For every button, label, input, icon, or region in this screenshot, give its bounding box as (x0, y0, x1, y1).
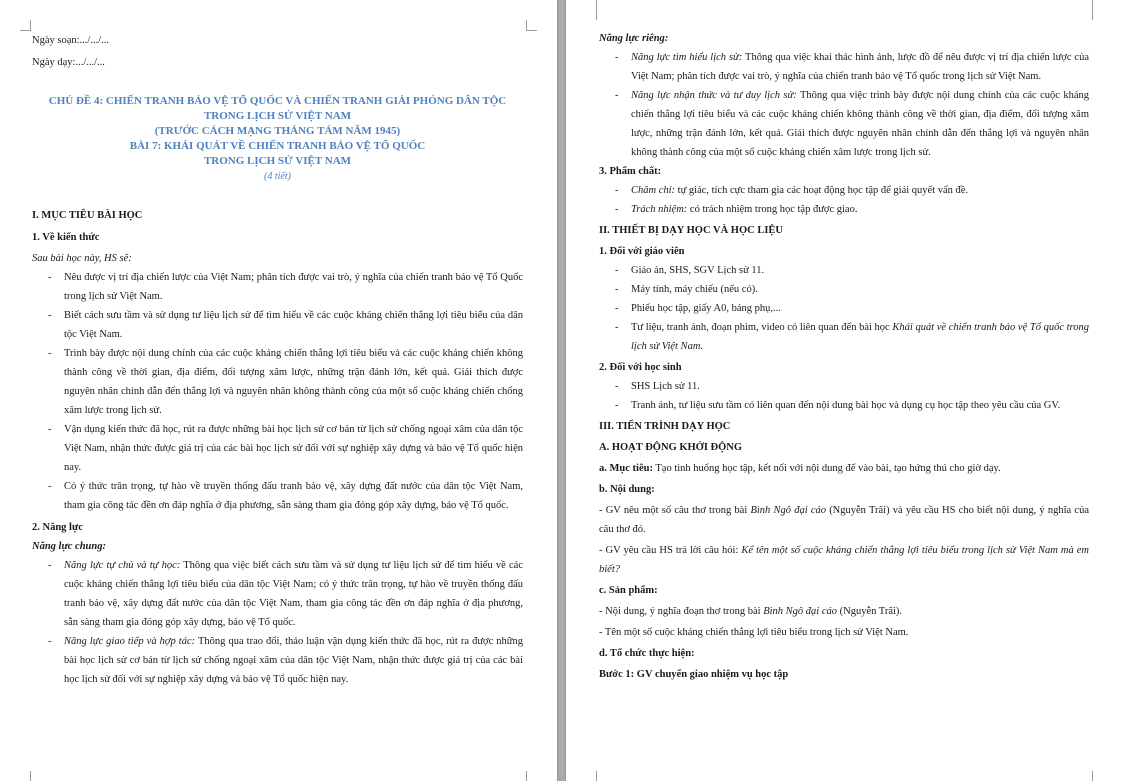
item-text: tự giác, tích cực tham gia các hoạt động học tập để giải quyết vấn đề. (675, 185, 969, 196)
item-label: Trách nhiệm: (631, 204, 688, 215)
item-text: Thông qua trao đổi, thảo luận vận dụng kiến thức đã học, rút ra được những bài học lịch sử cơ bản từ lịch sử chống ngoại xâm của dân tộc Việt Nam, nhận thức được giá trị của các bài học lịch sử đối với sự nghiệp xây dựng và bảo vệ Tổ quốc hiện nay. (64, 636, 523, 685)
section-heading: III. TIẾN TRÌNH DẠY HỌC (599, 421, 731, 432)
section-heading: I. MỤC TIÊU BÀI HỌC (32, 210, 143, 221)
item-text: Thông qua việc khai thác hình ảnh, lược đồ để nêu được vị trí địa chiến lược của Việt Nam; phân tích được vai trò, ý nghĩa của chiến tranh bảo vệ Tổ quốc trong lịch sử Việt Nam. (631, 52, 1089, 82)
list-item: - SHS Lịch sử 11. (599, 377, 1089, 396)
item-label: Năng lực giao tiếp và hợp tác: (64, 636, 196, 647)
document-page-right (566, 0, 1123, 781)
item-label: Năng lực tìm hiểu lịch sử: (631, 52, 743, 63)
title-line: CHỦ ĐỀ 4: CHIẾN TRANH BẢO VỆ TỔ QUỐC VÀ CHIẾN TRANH GIẢI PHÓNG DÂN TỘC (48, 95, 507, 107)
title-line: TRONG LỊCH SỬ VIỆT NAM (203, 155, 352, 167)
list-item: - Giáo án, SHS, SGV Lịch sử 11. (599, 261, 1089, 280)
lead-text: Sau bài học này, HS sẽ: (32, 253, 132, 264)
knowledge-list (32, 268, 523, 515)
subsection-heading: 1. Đối với giáo viên (599, 246, 685, 257)
para-text: - Nội dung, ý nghĩa đoạn thơ trong bài (599, 606, 764, 617)
item-text: Thông qua việc trình bày được nội dung chính của các cuộc kháng chiến thắng lợi tiêu biểu và các cuộc kháng chiến không thành công về thời gian, địa điểm, đối tượng xâm lược, những trận đánh lớn, kết quả. Giải thích được nguyên nhân chính dẫn đến thắng lợi và nguyên nhân không thành công của một số cuộc kháng chiến xâm lược trong lịch sử. (631, 90, 1090, 158)
subsection-heading: 2. Năng lực (32, 522, 83, 533)
crop-mark (526, 771, 537, 781)
item-label: Năng lực nhận thức và tư duy lịch sử: (631, 90, 797, 101)
crop-mark (1092, 0, 1103, 20)
section-heading: II. THIẾT BỊ DẠY HỌC VÀ HỌC LIỆU (599, 225, 783, 236)
para-text: (Nguyễn Trãi) và yêu cầu HS cho biết nội dung, ý nghĩa của câu thơ đó. (599, 505, 1089, 535)
subsection-heading: 1. Về kiến thức (32, 232, 100, 243)
crop-mark (526, 20, 537, 31)
crop-mark (586, 0, 597, 20)
item-text: Tư liệu, tranh ảnh, đoạn phim, video có liên quan đến bài học (631, 322, 893, 333)
para-heading: d. Tổ chức thực hiện: (599, 648, 695, 659)
subsection-heading: 3. Phẩm chất: (599, 166, 662, 177)
item-text: có trách nhiệm trong học tập được giao. (687, 204, 858, 215)
title-line: TRONG LỊCH SỬ VIỆT NAM (203, 110, 352, 122)
list-item (32, 556, 523, 632)
title-line: BÀI 7: KHÁI QUÁT VỀ CHIẾN TRANH BẢO VỆ TỔ QUỐC (129, 140, 426, 152)
list-item: - Nêu được vị trí địa chiến lược của Việt Nam; phân tích được vai trò, ý nghĩa của chiến tranh bảo vệ Tổ Quốc trong lịch sử Việt Nam. (32, 268, 523, 306)
page-content (599, 30, 1089, 684)
competence-list (599, 48, 1089, 162)
crop-mark (586, 771, 597, 781)
title-line: (TRƯỚC CÁCH MẠNG THÁNG TÁM NĂM 1945) (154, 125, 401, 137)
list-item (32, 632, 523, 689)
list-item: - Trình bày được nội dung chính của các cuộc kháng chiến thắng lợi tiêu biểu và các cuộc kháng chiến không thành công về thời gian, địa điểm, đối tượng xâm lược, những trận đánh lớn, kết quả. Giải thích được nguyên nhân chính dẫn đến thắng lợi và nguyên nhân không thành công của một số cuộc kháng chiến chống xâm lược trong lịch sử. (32, 344, 523, 420)
crop-mark (1092, 771, 1103, 781)
para-label: a. Mục tiêu: (599, 463, 653, 474)
item-text: Thông qua việc biết cách sưu tầm và sử dụng tư liệu lịch sử để tìm hiểu về các cuộc kháng chiến thắng lợi tiêu biểu của dân tộc Việt Nam; có ý thức trân trọng, tự hào về truyền thống đấu tranh bảo vệ, xây dựng đất nước của dân tộc Việt Nam, tham gia công tác đền ơn đáp nghĩa ở địa phương, sẵn sàng tham gia đóng góp xây dựng, bảo vệ Tổ quốc. (64, 560, 523, 628)
list-item (599, 48, 1089, 86)
document-page-left (0, 0, 557, 781)
crop-mark (20, 771, 31, 781)
para-italic: Bình Ngô đại cáo (763, 606, 837, 617)
para-italic: Kể tên một số cuộc kháng chiến thắng lợi tiêu biểu trong lịch sử Việt Nam mà em biết? (599, 545, 1089, 575)
para-text: Tạo tình huống học tập, kết nối với nội dung để vào bài, tạo hứng thú cho giờ dạy. (652, 463, 1001, 474)
paragraph: - Tên một số cuộc kháng chiến thắng lợi tiêu biểu trong lịch sử Việt Nam. (599, 627, 909, 638)
list-item (599, 318, 1089, 356)
list-item: - Có ý thức trân trọng, tự hào về truyền thống đấu tranh bảo vệ, xây dựng đất nước của dân tộc Việt Nam, tham gia công tác đền ơn đáp nghĩa ở địa phương, sẵn sàng tham gia đóng góp xây dựng, bảo vệ Tổ quốc. (32, 477, 523, 515)
subsection-heading: 2. Đối với học sinh (599, 362, 682, 373)
lesson-title (32, 94, 523, 184)
crop-mark (20, 20, 31, 31)
list-item (599, 200, 1089, 219)
para-text: - GV yêu cầu HS trả lời câu hỏi: (599, 545, 742, 556)
teacher-list (599, 261, 1089, 356)
lead-text: Năng lực chung: (32, 541, 106, 552)
paragraph (599, 459, 1089, 478)
list-item: - Tranh ảnh, tư liệu sưu tầm có liên quan đến nội dung bài học và dụng cụ học tập theo yêu cầu của GV. (599, 396, 1089, 415)
paragraph (599, 501, 1089, 539)
list-item (599, 181, 1089, 200)
activity-heading: A. HOẠT ĐỘNG KHỞI ĐỘNG (599, 442, 743, 453)
list-item: - Vận dụng kiến thức đã học, rút ra được những bài học lịch sử cơ bản từ lịch sử chống ngoại xâm của dân tộc Việt Nam, nhận thức được giá trị của các bài học lịch sử đối với sự nghiệp xây dựng và bảo vệ Tổ quốc hiện nay. (32, 420, 523, 477)
para-heading: b. Nội dung: (599, 484, 655, 495)
quality-list (599, 181, 1089, 219)
page-content (32, 0, 523, 689)
list-item (599, 86, 1089, 162)
item-italic: Khái quát về chiến tranh bảo vệ Tổ quốc trong lịch sử Việt Nam. (631, 322, 1090, 352)
para-text: (Nguyễn Trãi). (837, 606, 903, 617)
item-label: Năng lực tự chủ và tự học: (64, 560, 181, 571)
para-italic: Bình Ngô đại cáo (750, 505, 826, 516)
paragraph (599, 541, 1089, 579)
item-label: Chăm chỉ: (631, 185, 676, 196)
lead-text: Năng lực riêng: (599, 33, 669, 44)
list-item: - Máy tính, máy chiếu (nếu có). (599, 280, 1089, 299)
title-duration: (4 tiết) (264, 171, 291, 182)
prep-date: Ngày soạn:.../.../... (32, 35, 109, 46)
list-item: - Biết cách sưu tầm và sử dụng tư liệu lịch sử để tìm hiểu về các cuộc kháng chiến thắng lợi tiêu biểu của dân tộc Việt Nam. (32, 306, 523, 344)
competence-list (32, 556, 523, 689)
paragraph (599, 602, 1089, 621)
teach-date: Ngày dạy:.../.../... (32, 57, 105, 68)
para-text: - GV nêu một số câu thơ trong bài (599, 505, 751, 516)
step-heading: Bước 1: GV chuyển giao nhiệm vụ học tập (599, 669, 789, 680)
para-heading: c. Sản phẩm: (599, 585, 658, 596)
list-item: - Phiếu học tập, giấy A0, bảng phụ,... (599, 299, 1089, 318)
student-list (599, 377, 1089, 415)
